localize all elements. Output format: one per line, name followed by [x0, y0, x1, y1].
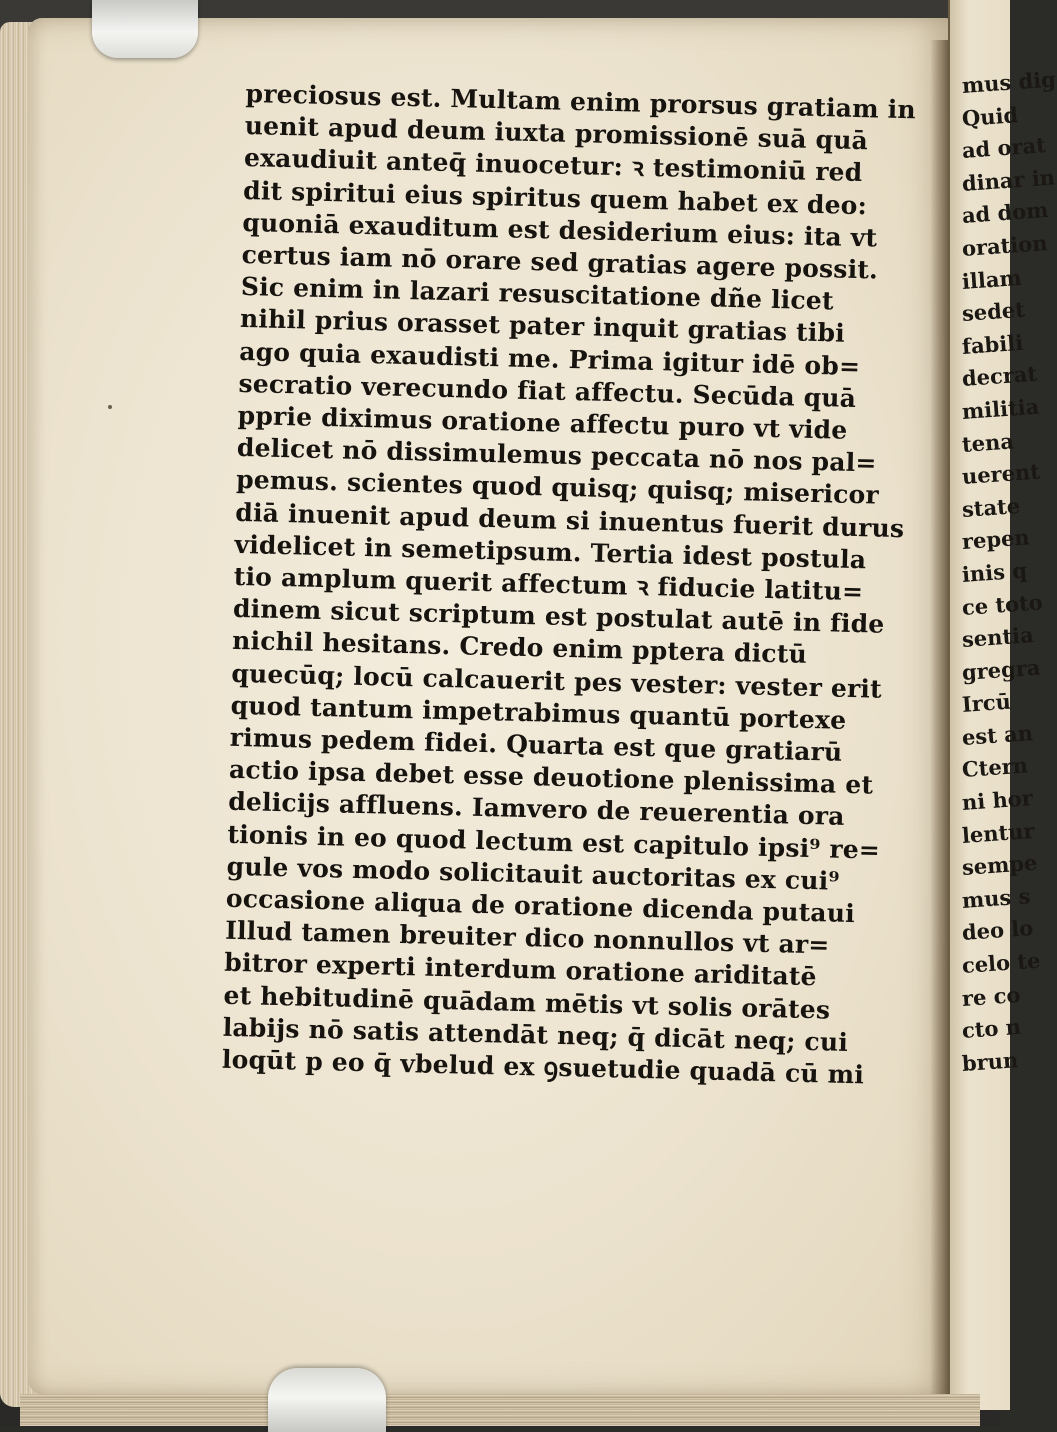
text-line: uenit apud deum iuxta promissionē suā quā — [244, 111, 869, 156]
text-line: gule vos modo solicitauit auctoritas ex cui⁹ — [226, 851, 840, 896]
facing-text-line: ad orat — [961, 132, 1047, 164]
facing-text-line: Quid — [961, 101, 1019, 131]
facing-text-line: inis q — [961, 557, 1028, 587]
facing-text-line: deo lo — [961, 915, 1035, 946]
text-line: dit spiritui eius spiritus quem habet ex deo: — [242, 175, 868, 220]
text-line: delicijs affluens. Iamvero de reuerentia ora — [227, 787, 845, 832]
facing-text-line: lentur — [961, 817, 1036, 848]
facing-text-line: mus dig — [961, 66, 1057, 98]
text-line: tio amplum querit affectum ꝛ fiducie latitu= — [233, 561, 864, 607]
facing-text-line: est an — [961, 719, 1034, 750]
text-line: Sic enim in lazari resuscitatione dñe licet — [240, 272, 835, 316]
text-line: rimus pedem fidei. Quarta est que gratiarū — [229, 722, 843, 767]
text-line: quod tantum impetrabimus quantū portexe — [230, 690, 847, 735]
facing-text-line: tena — [961, 427, 1015, 457]
facing-text-line: brun — [961, 1046, 1019, 1076]
text-line: tionis in eo quod lectum est capitulo ipsi⁹ re= — [227, 819, 881, 865]
text-line: nichil hesitans. Credo enim pptera dictū — [231, 626, 808, 670]
facing-text-line: cto n — [961, 1014, 1022, 1044]
text-line: dinem sicut scriptum est postulat autē in fide — [232, 594, 885, 640]
text-line: diā inuenit apud deum si inuentus fuerit durus — [235, 497, 905, 543]
book-weight-bottom — [268, 1368, 386, 1432]
facing-text-line: dinar in — [961, 164, 1056, 196]
facing-text-line: ni hor — [961, 785, 1034, 816]
text-line: pemus. scientes quod quisq; quisq; misericor — [235, 465, 880, 511]
text-line: occasione aliqua de oratione dicenda putaui — [225, 883, 856, 929]
facing-text-line: decrat — [961, 361, 1038, 392]
text-line: quoniā exauditum est desiderium eius: ita vt — [242, 207, 878, 253]
text-line: pprie diximus oratione affectu puro vt vide — [237, 400, 848, 445]
facing-text-line: ce toto — [961, 588, 1044, 620]
facing-text-line: re co — [961, 981, 1022, 1011]
text-line: bitror experti interdum oratione ariditatē — [224, 948, 818, 992]
page-text-block — [221, 78, 917, 1092]
text-line: actio ipsa debet esse deuotione plenissima et — [228, 755, 874, 800]
facing-page-text — [961, 66, 1057, 1080]
book-weight-top — [92, 0, 198, 58]
text-line: ago quia exaudisti me. Prima igitur idē ob= — [238, 336, 861, 381]
text-line: et hebitudinē quādam mētis vt solis orātes — [223, 980, 831, 1025]
facing-text-line: sedet — [961, 296, 1026, 327]
ink-spot — [108, 405, 112, 409]
facing-text-line: gregra — [961, 654, 1042, 685]
text-line: videlicet in semetipsum. Tertia idest postula — [234, 529, 867, 575]
text-line: secratio verecundo fiat affectu. Secūda quā — [238, 368, 857, 413]
facing-text-line: Ircū — [961, 688, 1012, 718]
text-line: exaudiuit anteq̄ inuocetur: ꝛ testimoniū red — [243, 143, 863, 188]
facing-text-line: illam — [961, 264, 1023, 294]
facing-text-line: ad dom — [961, 197, 1050, 229]
bottom-page-edges — [20, 1394, 980, 1426]
facing-text-line: state — [961, 492, 1021, 522]
facing-text-line: uerent — [961, 458, 1041, 490]
text-line: quecūq; locū calcauerit pes vester: vester erit — [231, 658, 883, 704]
text-line: delicet nō dissimulemus peccata nō nos pal= — [236, 433, 877, 478]
text-line: loqūt p eo q̄ vbelud ex ꝯsuetudie quadā cū mi — [221, 1044, 865, 1090]
facing-text-line: celo te — [961, 947, 1042, 979]
text-line: Illud tamen breuiter dico nonnullos vt ar= — [224, 916, 830, 960]
facing-text-line: militia — [961, 393, 1041, 424]
text-line: labijs nō satis attendāt neq; q̄ dicāt neq; cui — [222, 1012, 849, 1057]
text-line: certus iam nō orare sed gratias agere possit. — [241, 239, 879, 285]
facing-text-line: sempe — [961, 850, 1039, 881]
facing-text-line: repen — [961, 524, 1031, 555]
facing-text-line: oration — [961, 230, 1049, 261]
facing-text-line: sentia — [961, 622, 1035, 653]
facing-page — [948, 0, 1057, 1410]
facing-text-line: mus s — [961, 883, 1032, 913]
text-line: nihil prius orasset pater inquit gratias tibi — [239, 304, 846, 349]
text-line: preciosus est. Multam enim prorsus gratiam in — [245, 78, 917, 125]
facing-text-line: fabili — [961, 329, 1024, 359]
facing-text-line: Ctern — [961, 752, 1029, 783]
